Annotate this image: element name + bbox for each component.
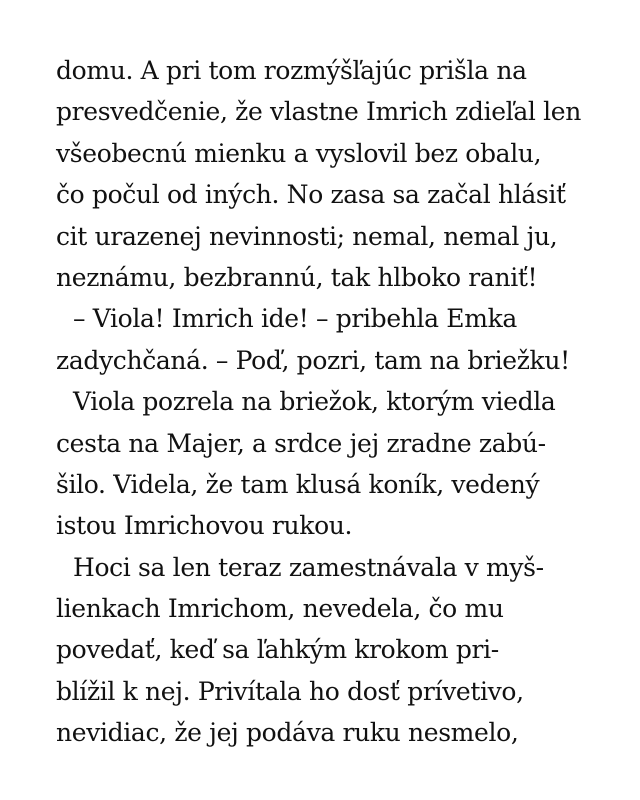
text-line: cesta na Majer, a srdce jej zradne zabú-	[56, 428, 546, 458]
reading-page	[56, 50, 596, 754]
text-line: neznámu, bezbrannú, tak hlboko raniť!	[56, 262, 538, 292]
text-line: cit urazenej nevinnosti; nemal, nemal ju,	[56, 221, 558, 251]
text-line: lienkach Imrichom, nevedela, čo mu	[56, 594, 504, 624]
text-line: presvedčenie, že vlastne Imrich zdieľal len	[56, 97, 581, 127]
text-line: šilo. Videla, že tam klusá koník, vedený	[56, 469, 540, 499]
text-line: domu. A pri tom rozmýšľajúc prišla na	[56, 56, 527, 85]
paragraph-start-line: Viola pozrela na briežok, ktorým viedla	[73, 387, 556, 417]
text-line: nevidiac, že jej podáva ruku nesmelo,	[56, 718, 519, 748]
text-line: blížil k nej. Privítala ho dosť prívetivo,	[56, 676, 524, 706]
text-line: povedať, keď sa ľahkým krokom pri-	[56, 635, 499, 665]
text-line: istou Imrichovou rukou.	[56, 511, 353, 541]
dialogue-line: – Viola! Imrich ide! – pribehla Emka	[73, 304, 517, 334]
text-line: čo počul od iných. No zasa sa začal hlásiť	[56, 180, 566, 210]
text-line: všeobecnú mienku a vyslovil bez obalu,	[56, 138, 542, 168]
paragraph-start-line: Hoci sa len teraz zamestnávala v myš-	[73, 552, 544, 582]
text-line: zadychčaná. – Poď, pozri, tam na briežku!	[56, 345, 570, 375]
